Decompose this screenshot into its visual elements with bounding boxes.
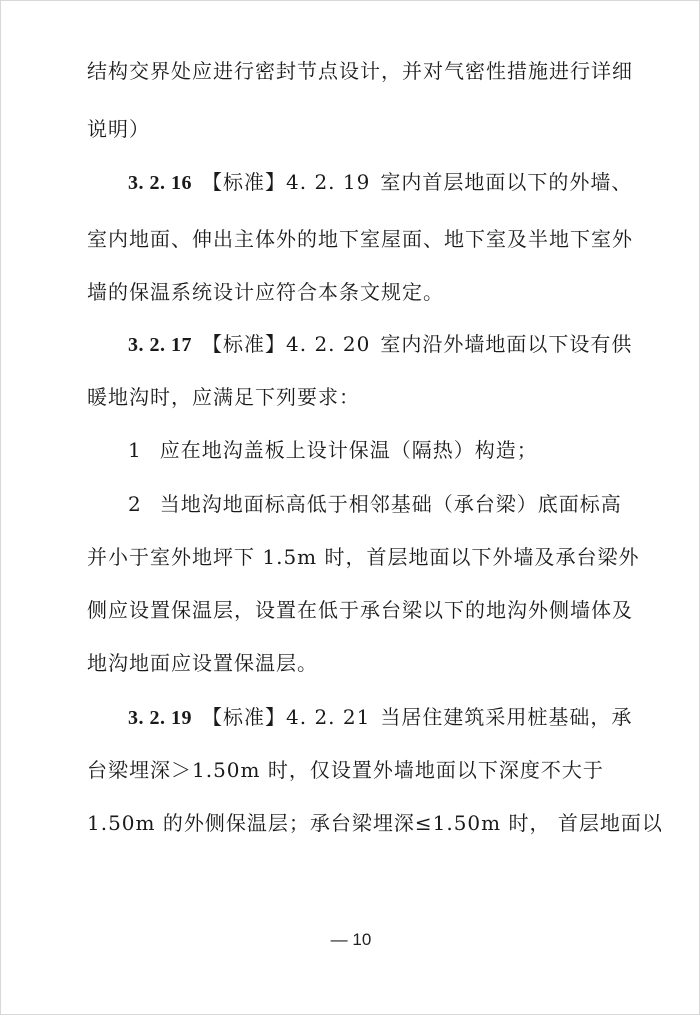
text-line: 地沟地面应设置保温层。 [87,651,318,675]
text-line: 室内地面、伸出主体外的地下室屋面、地下室及半地下室外 [87,227,633,251]
item-text: 当地沟地面标高低于相邻基础（承台梁）底面标高 [159,492,622,516]
item-number: 2 [128,492,142,516]
clause-number: 3. 2. 19 [128,707,192,729]
standard-reference: 【标准】4. 2. 19 [202,170,371,194]
clause-number: 3. 2. 17 [128,334,192,356]
page-number: — 10 [330,930,372,949]
clause-text: 室内沿外墙地面以下设有供 [380,332,633,356]
text-line: 说明） [87,117,150,141]
clause-number: 3. 2. 16 [128,172,192,194]
item-number: 1 [128,438,142,462]
standard-reference: 【标准】4. 2. 20 [202,332,371,356]
clause-text: 室内首层地面以下的外墙、 [380,170,633,194]
clause-3-2-17-heading-line [128,331,668,358]
text-line: 墙的保温系统设计应符合本条文规定。 [87,280,444,304]
item-text: 应在地沟盖板上设计保温（隔热）构造； [159,438,538,462]
text-line: 结构交界处应进行密封节点设计，并对气密性措施进行详细 [87,59,633,83]
clause-3-2-19-heading-line [128,704,668,731]
clause-3-2-16-heading-line [128,169,668,196]
text-line: 1.50m 的外侧保温层；承台梁埋深≤1.50m 时， 首层地面以 [87,811,663,835]
text-line: 台梁埋深＞1.50m 时，仅设置外墙地面以下深度不大于 [87,758,604,782]
clause-text: 当居住建筑采用桩基础，承 [380,705,633,729]
list-item-1 [128,437,668,463]
text-line: 侧应设置保温层，设置在低于承台梁以下的地沟外侧墙体及 [87,598,633,622]
standard-reference: 【标准】4. 2. 21 [202,705,371,729]
text-line: 暖地沟时，应满足下列要求： [87,385,360,409]
list-item-2 [128,491,668,517]
text-line: 并小于室外地坪下 1.5m 时，首层地面以下外墙及承台梁外 [87,545,640,569]
